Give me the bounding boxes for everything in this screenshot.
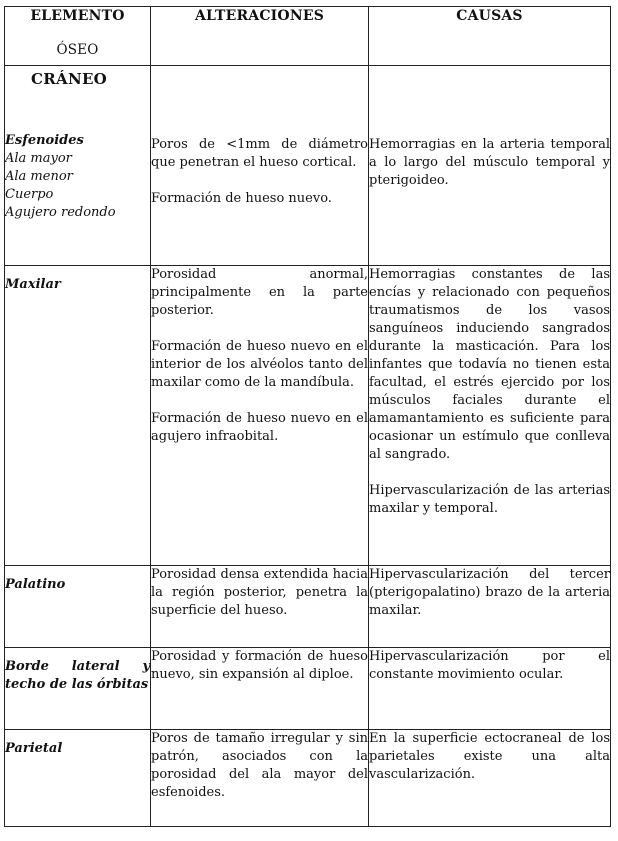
cell-alteraciones bbox=[151, 730, 369, 827]
alteracion-text: Formación de hueso nuevo en el agujero infraobital. bbox=[151, 411, 368, 444]
table-header-row bbox=[5, 7, 611, 66]
causa-text: Hipervascularización por el constante movimiento ocular. bbox=[369, 649, 610, 682]
table-row-maxilar bbox=[5, 266, 611, 566]
causa-text: Hemorragias constantes de las encías y relacionado con pequeños traumatismos de los vasos sanguíneos induciendo sangrados durante la masticación. Para los infantes que todavía no tienen esta facultad, el estrés ejercido por los músculos faciales durante el amamantamiento es suficiente para ocasionar un estímulo que conlleva al sangrado. bbox=[369, 267, 610, 462]
header-elemento-label: ELEMENTO bbox=[30, 8, 125, 24]
alteracion-text: Porosidad anormal, principalmente en la parte posterior. bbox=[151, 267, 368, 318]
causa-text: En la superficie ectocraneal de los parietales existe una alta vascularización. bbox=[369, 731, 610, 782]
cell-causas bbox=[369, 266, 611, 566]
header-elemento bbox=[5, 7, 151, 66]
bone-alterations-table bbox=[4, 6, 611, 827]
alteracion-text: Poros de <1mm de diámetro que penetran el hueso cortical. bbox=[151, 137, 368, 170]
element-name: Borde lateral y techo de las órbitas bbox=[5, 659, 150, 692]
causa-text: Hipervascularización del tercer (pterigopalatino) brazo de la arteria maxilar. bbox=[369, 567, 610, 618]
element-subpart: Cuerpo bbox=[5, 187, 54, 202]
element-name: Maxilar bbox=[5, 277, 61, 292]
element-name: Esfenoides bbox=[5, 133, 84, 148]
cell-causas bbox=[369, 66, 611, 266]
alteracion-text: Porosidad densa extendida hacia la región posterior, penetra la superficie del hueso. bbox=[151, 567, 368, 618]
element-name: Palatino bbox=[5, 577, 66, 592]
header-alteraciones: ALTERACIONES bbox=[151, 7, 369, 66]
section-title-craneo: CRÁNEO bbox=[31, 70, 108, 88]
cell-element bbox=[5, 730, 151, 827]
element-name: Parietal bbox=[5, 741, 63, 756]
cell-causas bbox=[369, 566, 611, 648]
header-elemento-sub: ÓSEO bbox=[56, 42, 99, 58]
cell-element bbox=[5, 648, 151, 730]
causa-text: Hemorragias en la arteria temporal a lo largo del músculo temporal y pterigoideo. bbox=[369, 137, 610, 188]
cell-alteraciones bbox=[151, 566, 369, 648]
cell-element bbox=[5, 266, 151, 566]
element-subpart: Ala mayor bbox=[5, 151, 72, 166]
alteracion-text: Porosidad y formación de hueso nuevo, sin expansión al diploe. bbox=[151, 649, 368, 682]
cell-alteraciones bbox=[151, 66, 369, 266]
alteracion-text: Poros de tamaño irregular y sin patrón, asociados con la porosidad del ala mayor del esfenoides. bbox=[151, 731, 368, 800]
cell-causas bbox=[369, 730, 611, 827]
cell-alteraciones bbox=[151, 266, 369, 566]
cell-element bbox=[5, 566, 151, 648]
table-row-orbitas bbox=[5, 648, 611, 730]
cell-alteraciones bbox=[151, 648, 369, 730]
cell-causas bbox=[369, 648, 611, 730]
alteracion-text: Formación de hueso nuevo en el interior de los alvéolos tanto del maxilar como de la mandíbula. bbox=[151, 339, 368, 390]
element-subpart: Ala menor bbox=[5, 169, 73, 184]
header-causas: CAUSAS bbox=[369, 7, 611, 66]
alteracion-text: Formación de hueso nuevo. bbox=[151, 191, 332, 206]
table-row-parietal bbox=[5, 730, 611, 827]
element-subpart: Agujero redondo bbox=[5, 205, 116, 220]
table-row-esfenoides bbox=[5, 66, 611, 266]
cell-element bbox=[5, 66, 151, 266]
table-row-palatino bbox=[5, 566, 611, 648]
causa-text: Hipervascularización de las arterias maxilar y temporal. bbox=[369, 483, 610, 516]
